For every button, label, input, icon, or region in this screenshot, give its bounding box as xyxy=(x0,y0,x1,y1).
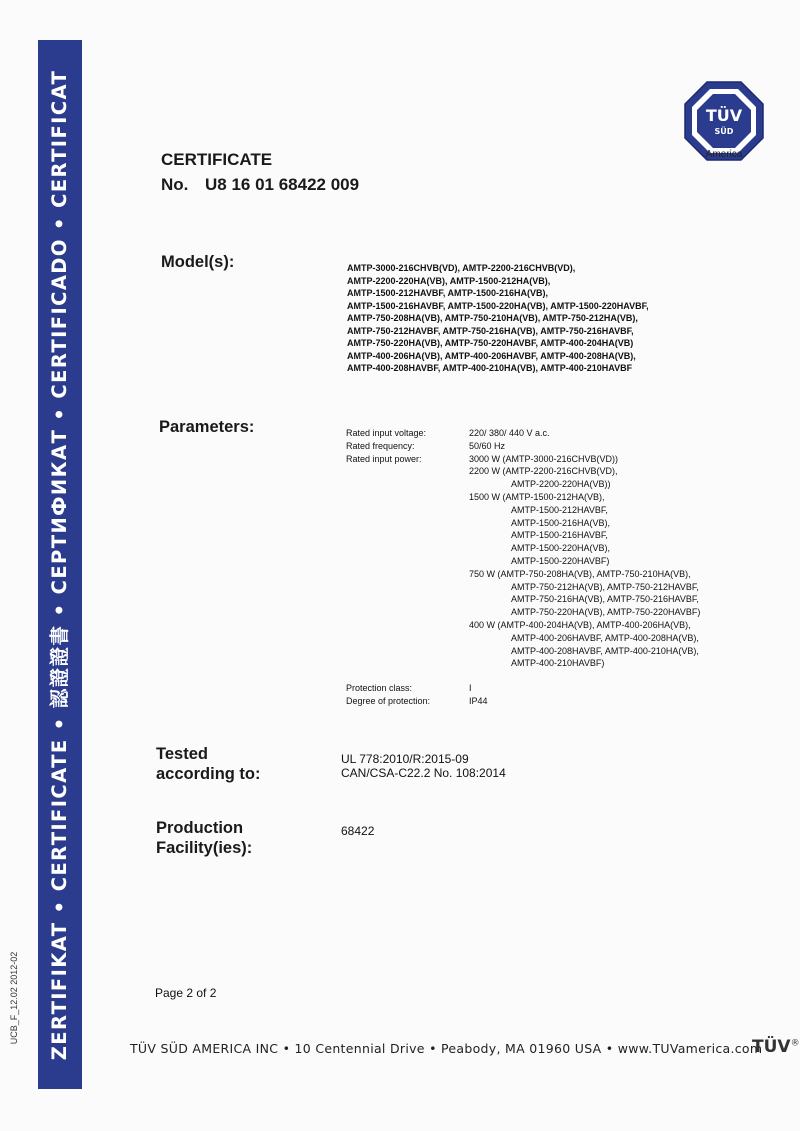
certificate-number: U8 16 01 68422 009 xyxy=(205,175,360,194)
param-row-voltage xyxy=(346,427,700,440)
registered-mark: ® xyxy=(790,1038,800,1049)
param-value: 220/ 380/ 440 V a.c. xyxy=(469,428,550,438)
power-line: AMTP-1500-216HAVBF, xyxy=(511,530,608,541)
certificate-number-line xyxy=(161,175,359,195)
power-line: 400 W (AMTP-400-204HA(VB), AMTP-400-206HA(VB), xyxy=(469,619,691,630)
power-line: AMTP-400-206HAVBF, AMTP-400-208HA(VB), xyxy=(511,632,699,643)
tested-label-line2: according to: xyxy=(156,765,261,783)
model-line: AMTP-1500-212HAVBF, AMTP-1500-216HA(VB), xyxy=(347,288,549,298)
power-line: 750 W (AMTP-750-208HA(VB), AMTP-750-210HA(VB), xyxy=(469,568,691,579)
power-line: AMTP-750-212HA(VB), AMTP-750-212HAVBF, xyxy=(511,581,699,592)
model-line: AMTP-400-206HA(VB), AMTP-400-206HAVBF, AMTP-400-208HA(VB), xyxy=(347,350,636,361)
power-line: AMTP-400-208HAVBF, AMTP-400-210HA(VB), xyxy=(511,645,699,656)
models-list xyxy=(347,262,649,375)
param-value: 50/60 Hz xyxy=(469,440,506,451)
param-key: Rated input voltage: xyxy=(346,428,427,438)
power-line: AMTP-400-210HAVBF) xyxy=(511,658,605,669)
certificate-number-label: No. xyxy=(161,175,189,194)
power-line: AMTP-750-216HA(VB), AMTP-750-216HAVBF, xyxy=(511,594,699,605)
production-facility: 68422 xyxy=(341,824,375,838)
parameters-label: Parameters: xyxy=(159,418,255,436)
standard-item: CAN/CSA-C22.2 No. 108:2014 xyxy=(341,766,506,780)
logo-sub-brand-text: SÜD xyxy=(714,127,734,136)
param-row-degree-protection xyxy=(346,695,488,708)
param-key: Degree of protection: xyxy=(346,695,431,706)
parameters-table xyxy=(346,427,700,670)
power-line: AMTP-1500-220HAVBF) xyxy=(511,555,610,566)
tested-label xyxy=(156,744,261,784)
production-label-line2: Facility(ies): xyxy=(156,839,253,857)
param-value: I xyxy=(469,683,472,693)
power-line: 2200 W (AMTP-2200-216CHVB(VD), xyxy=(469,466,618,477)
power-line: 1500 W (AMTP-1500-212HA(VB), xyxy=(469,491,605,502)
param-key: Protection class: xyxy=(346,683,413,693)
logo-region: America xyxy=(705,149,743,160)
model-line: AMTP-400-208HAVBF, AMTP-400-210HA(VB), AMTP-400-210HAVBF xyxy=(347,363,633,373)
model-line: AMTP-2200-220HA(VB), AMTP-1500-212HA(VB), xyxy=(347,275,551,286)
power-line: AMTP-750-220HA(VB), AMTP-750-220HAVBF) xyxy=(511,607,701,618)
model-line: AMTP-750-212HAVBF, AMTP-750-216HA(VB), AMTP-750-216HAVBF, xyxy=(347,325,634,336)
param-row-frequency xyxy=(346,440,700,453)
certificate-title: CERTIFICATE xyxy=(161,150,273,169)
standards-list xyxy=(341,752,506,780)
power-line: AMTP-1500-216HA(VB), xyxy=(511,517,611,528)
param-key: Rated input power: xyxy=(346,453,422,464)
page-number: Page 2 of 2 xyxy=(155,986,217,1000)
protection-table xyxy=(346,682,488,708)
param-row-protection-class xyxy=(346,682,488,695)
models-label: Model(s): xyxy=(161,253,235,271)
logo-brand-text: TÜV xyxy=(705,106,743,125)
standard-item: UL 778:2010/R:2015-09 xyxy=(341,752,469,766)
footer-mark-text: TÜV xyxy=(752,1037,791,1057)
param-value: IP44 xyxy=(469,695,488,706)
model-line: AMTP-1500-216HAVBF, AMTP-1500-220HA(VB), AMTP-1500-220HAVBF, xyxy=(347,300,649,311)
model-line: AMTP-750-220HA(VB), AMTP-750-220HAVBF, AMTP-400-204HA(VB) xyxy=(347,338,634,348)
footer-address: TÜV SÜD AMERICA INC • 10 Centennial Drive • Peabody, MA 01960 USA • www.TUVamerica.com xyxy=(130,1041,763,1056)
production-label-line1: Production xyxy=(156,819,244,837)
footer-tuv-mark xyxy=(752,1037,800,1057)
side-band-text: ZERTIFIKAT • CERTIFICATE • 認證證書 • СЕРТИФИКАТ • CERTIFICADO • CERTIFICAT xyxy=(48,69,71,1061)
param-row-power xyxy=(346,453,700,671)
model-line: AMTP-3000-216CHVB(VD), AMTP-2200-216CHVB(VD), xyxy=(347,263,576,273)
model-line: AMTP-750-208HA(VB), AMTP-750-210HA(VB), AMTP-750-212HA(VB), xyxy=(347,313,638,323)
power-line: 3000 W (AMTP-3000-216CHVB(VD)) xyxy=(469,453,619,464)
power-line: AMTP-1500-220HA(VB), xyxy=(511,543,611,554)
form-code: UCB_F_12.02 2012-02 xyxy=(9,951,19,1045)
production-label xyxy=(156,818,252,858)
power-line: AMTP-1500-212HAVBF, xyxy=(511,504,608,515)
power-list xyxy=(469,453,700,671)
param-key: Rated frequency: xyxy=(346,440,415,451)
tested-label-line1: Tested xyxy=(156,745,208,763)
power-line: AMTP-2200-220HA(VB)) xyxy=(511,479,611,490)
